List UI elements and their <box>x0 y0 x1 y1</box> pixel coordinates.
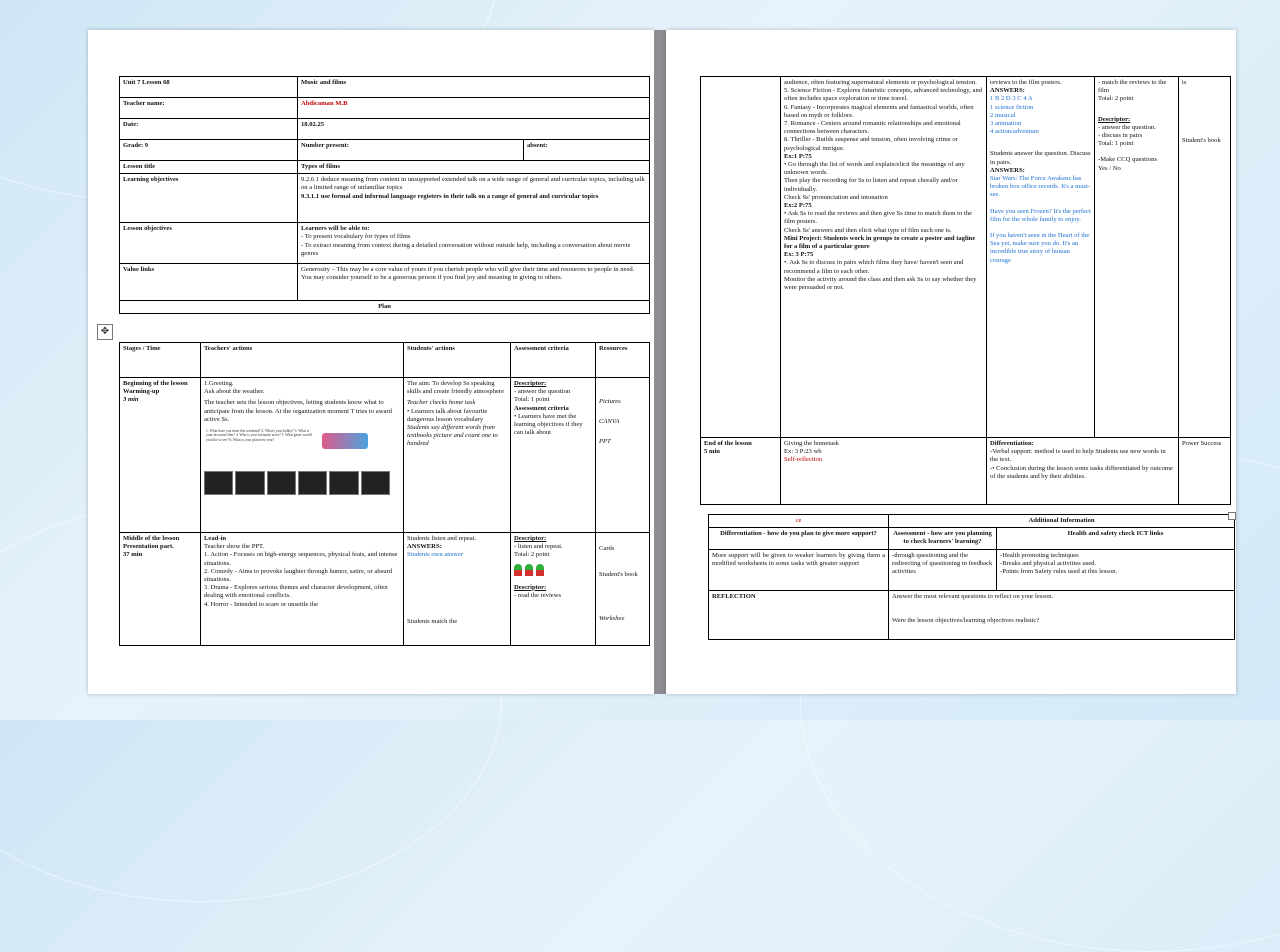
exercise-3-monitor: Monitor the activity around the class and then ask Ss to say whether they were persuaded or not. <box>784 275 977 292</box>
student-aim: The aim: To develop Ss speaking skills and create friendly atmosphere <box>407 380 505 396</box>
lead-in-label: Lead-in <box>204 535 226 542</box>
end-time: 5 min <box>704 448 720 456</box>
reviews-to-posters: reviews to the film posters. <box>990 79 1062 86</box>
beginning-assessment-cell <box>511 378 596 533</box>
rating-figure <box>514 564 522 576</box>
assess-total-1: Total: 2 point <box>1098 95 1134 103</box>
rating-figures <box>514 564 592 576</box>
hometask-exercise: Ex: 3 P:23 wb <box>784 448 822 456</box>
genre-horror: 4. Horror - Intended to scare or unsettle the <box>204 600 319 608</box>
genre-scifi: 5. Science Fiction - Explores futuristic concepts, advanced technology, and often includes space exploration or time travel. <box>784 87 983 103</box>
answer-key: 1 B 2 D 3 C 4 A <box>990 95 1033 103</box>
students-discuss: Students answer the question. Discuss in pairs. <box>990 150 1091 166</box>
weather-text: Ask about the weather. <box>204 388 265 396</box>
table-resize-handle[interactable] <box>1228 512 1236 520</box>
lesson-title-label: Lesson title <box>120 161 298 174</box>
continued-teacher-cell <box>781 77 987 438</box>
present-label: Number present: <box>298 140 524 161</box>
plan-heading: Plan <box>120 301 650 314</box>
plan-header-students: Students' actions <box>404 343 511 378</box>
middle-teacher-cell <box>201 533 404 646</box>
absent-label: absent: <box>524 140 650 161</box>
continued-resources-cell <box>1179 77 1231 438</box>
learning-objectives-value <box>298 174 650 223</box>
document-page-1 <box>88 30 654 694</box>
grade-label: Grade: 9 <box>120 140 298 161</box>
film-poster <box>361 471 390 495</box>
teacher-checks: Teacher checks home task <box>407 399 476 407</box>
middle-stage: Middle of the lesson Presentation part. <box>123 535 180 551</box>
page-divider <box>654 30 666 694</box>
differentiation-conclusion: -• Conclusion during the lesson some tasks differentiated by outcome of the students and by their abilities. <box>990 464 1173 480</box>
self-reflection: Self-reflection <box>784 456 823 464</box>
exercise-3-text: •. Ask Ss to discuss in pairs which films they have/ haven't seen and recommend a film to each other. <box>784 259 964 275</box>
lesson-info-table <box>119 76 650 314</box>
unit-value: Music and films <box>298 77 650 98</box>
additional-header-differentiation: Differentiation - how do you plan to give more support? <box>709 528 889 549</box>
own-answer: Students own answer <box>407 551 464 559</box>
end-stage: End of the lesson <box>704 440 752 447</box>
plan-header-teacher: Teachers' actions <box>201 343 404 378</box>
sample-answer-1: Star Wars: The Force Awakens has broken box office records. It's a must-see. <box>990 175 1091 199</box>
health-item-2: -Breaks and physical activities used. <box>1000 559 1097 567</box>
middle-students-cell <box>404 533 511 646</box>
descriptor-label: Descriptor: <box>514 380 547 387</box>
film-posters-strip <box>204 471 390 495</box>
lesson-objective-2: - To extract meaning from context during a detailed conversation without outside help, including a conversation about movie genres <box>301 241 631 257</box>
genre-romance: 7. Romance - Centers around romantic relationships and emotional connections between characters. <box>784 120 961 136</box>
differentiation-heading: Differentiation: <box>990 440 1034 447</box>
descriptor-total-2: Total: 2 point <box>514 551 550 559</box>
plan-header-resources: Resources <box>596 343 650 378</box>
assess-discuss: - discuss in pairs <box>1098 132 1143 140</box>
beginning-resources-cell <box>596 378 650 533</box>
additional-differentiation-text: More support will be given to weaker learners by giving them a modified worksheets in some tasks with greater support <box>709 549 889 590</box>
plan-header-stages: Stages / Time <box>120 343 201 378</box>
additional-header-assessment: Assessment - how are you planning to check learners' learning? <box>889 528 997 549</box>
students-match: Students match the <box>407 617 458 625</box>
exercise-1-recording: Then play the recording for Ss to listen and repeat chorally and/or individually. <box>784 177 958 193</box>
rating-figure <box>536 564 544 576</box>
answer-item: 2 musical <box>990 111 1016 119</box>
beginning-time: 3 min <box>123 396 139 404</box>
lesson-objectives-value <box>298 223 650 264</box>
plan-header-assessment: Assessment criteria <box>511 343 596 378</box>
descriptor-listen: - listen and repeat. <box>514 543 563 551</box>
value-links-value: Generosity – This may be a core value of yours if you cherish people who will give their time and resources to people in need. You may consider yourself to be a generous person if you find joy and meaning in giving to others. <box>298 264 650 301</box>
objectives-text: The teacher sets the lesson objectives, letting students know what to anticipate from the lesson. At the organization moment T tries to award active Ss. <box>204 399 392 423</box>
teacher-label: Teacher name: <box>120 98 298 119</box>
exercise-2-check: Check Ss' answers and then elicit what type of film each one is. <box>784 226 952 234</box>
resource-pictures: Pictures <box>599 398 621 405</box>
additional-assessment-text: -through questioning and the redirecting of questioning in feedback activities <box>889 549 997 590</box>
learners-talk: • Learners talk about favourite dangerous lesson vocabulary <box>407 407 488 423</box>
continued-assessment-cell <box>1095 77 1179 438</box>
answers-label-2: ANSWERS: <box>990 87 1025 95</box>
assessment-criteria-text: • Learners have met the learning objectives if they can talk about <box>514 412 583 437</box>
reflection-label: REFLECTION <box>709 590 889 639</box>
descriptor-label-3: Descriptor: <box>514 583 547 591</box>
end-differentiation-cell <box>987 438 1179 505</box>
value-links-label: Value links <box>120 264 298 301</box>
document-page-2 <box>666 30 1236 694</box>
plan-table <box>119 342 650 646</box>
teacher-value: Abdicaman M.B <box>298 98 650 119</box>
greeting-text: 1.Greeting. <box>204 380 234 387</box>
resource-cards: Cards <box>599 545 615 552</box>
learning-objective-1: 9.2.6.1 deduce meaning from content in unsupported extended talk on a wide range of general and curricular topics, including talk on a limited range of unfamiliar topics <box>301 176 645 192</box>
descriptor-label-2: Descriptor: <box>514 535 547 542</box>
lesson-objectives-heading: Learners will be able to: <box>301 225 370 233</box>
answer-item: 4 action/adventure <box>990 128 1039 136</box>
warm-up-badge <box>322 433 368 449</box>
warm-up-questions-text: 1. What have you done this weekend? 2. What's your hobby? 3. What is your favourite film? 4. Who is your favourite actor? 5. What genre would you like to see? 6. What is your plan next year? <box>206 429 312 442</box>
middle-time: 37 min <box>123 551 143 559</box>
mini-project: Mini Project: Students work in groups to create a poster and tagline for a film of a particular genre <box>784 234 976 251</box>
warm-up-questions-image <box>204 427 390 495</box>
cont-line: audience, often featuring supernatural elements or psychological tension. <box>784 79 977 86</box>
lesson-objectives-label: Lesson objectives <box>120 223 298 264</box>
film-poster <box>298 471 327 495</box>
date-label: Date: <box>120 119 298 140</box>
listen-repeat: Students listen and repeat. <box>407 535 477 542</box>
additional-header-health: Health and safety check ICT links <box>997 528 1235 549</box>
assess-total-2: Total: 1 point <box>1098 140 1134 148</box>
exercise-1-check: Check Ss' pronunciation and intonation <box>784 193 888 201</box>
additional-health-cell <box>997 549 1235 590</box>
show-ppt-text: Teacher show the PPT. <box>204 543 265 551</box>
beginning-students-cell <box>404 378 511 533</box>
additional-title: Additional Information <box>889 515 1235 528</box>
middle-assessment-cell <box>511 533 596 646</box>
end-teacher-cell <box>781 438 987 505</box>
date-value: 18.02.25 <box>298 119 650 140</box>
sample-answer-2: Have you seen Frozen? It's the perfect film for the whole family to enjoy. <box>990 207 1091 223</box>
answer-item: 3 animation <box>990 120 1022 128</box>
lesson-title-value: Types of films <box>298 161 650 174</box>
film-poster <box>235 471 264 495</box>
exercise-1-text: • Go through the list of words and explain/elicit the meanings of any unknown words. <box>784 161 965 177</box>
descriptor-total: Total: 1 point <box>514 396 550 404</box>
additional-info-table <box>708 514 1235 640</box>
answers-label: ANSWERS: <box>407 543 442 551</box>
differentiation-verbal: -Verbal support: method is used to help Students use new words in the text. <box>990 448 1166 464</box>
resource-ppt: PPT <box>599 438 611 446</box>
genre-fantasy: 6. Fantasy - Incorporates magical elements and fantastical worlds, often based on myth or folklore. <box>784 103 974 119</box>
resource-worksheet: Workshee <box>599 615 625 623</box>
rating-figure <box>525 564 533 576</box>
genre-drama: 3. Drama - Explores serious themes and character development, often dealing with emotional conflicts. <box>204 584 388 600</box>
continued-students-cell <box>987 77 1095 438</box>
genre-thriller: 8. Thriller - Builds suspense and tension, often involving crime or psychological intrigue. <box>784 136 958 152</box>
end-resources-cell: Power Success <box>1179 438 1231 505</box>
beginning-stage: Beginning of the lesson Warming-up <box>123 380 188 396</box>
sample-answer-3: If you haven't seen in the Heart of the Sea yet, make sure you do. It's an incredible true story of human courage <box>990 232 1090 264</box>
assess-match: - match the reviews to the film <box>1098 79 1167 95</box>
learning-objective-2: 9.3.1.1 use formal and informal language registers in their talk on a range of general and curricular topics <box>301 192 599 200</box>
genre-action: 1. Action - Focuses on high-energy sequences, physical feats, and intense situations. <box>204 551 398 567</box>
plan-table-continued <box>700 76 1231 505</box>
middle-stage-cell <box>120 533 201 646</box>
reflection-question: Were the lesson objectives/learning objectives realistic? <box>892 616 1040 624</box>
middle-resources-cell <box>596 533 650 646</box>
exercise-1-label: Ex:1 P:75 <box>784 152 812 160</box>
table-move-handle-icon[interactable]: ✥ <box>97 324 113 340</box>
assessment-criteria-label: Assessment criteria <box>514 404 569 412</box>
assess-answer: - answer the question. <box>1098 123 1156 131</box>
descriptor-read: - read the reviews <box>514 591 562 599</box>
genre-comedy: 2. Comedy - Aims to provoke laughter through humor, satire, or absurd situations. <box>204 567 392 584</box>
film-poster <box>204 471 233 495</box>
reflection-cell <box>889 590 1235 639</box>
health-item-3: -Points from Safety rules used at this lesson. <box>1000 568 1118 576</box>
resource-students-book: Student's book <box>599 571 638 579</box>
exercise-3-label: Ex: 3 P:75 <box>784 251 814 259</box>
additional-corner: ce <box>709 515 889 528</box>
unit-label: Unit 7 Lesson 68 <box>120 77 298 98</box>
continued-stage-cell <box>701 77 781 438</box>
reflection-prompt: Answer the most relevant questions to reflect on your lesson. <box>892 592 1054 600</box>
resource-students-book-2: Student's book <box>1182 137 1221 145</box>
answer-item: 1 science fiction <box>990 103 1034 111</box>
hometask-text: Giving the hometask <box>784 440 839 447</box>
assess-yes-no: Yes / No <box>1098 164 1121 172</box>
beginning-stage-cell <box>120 378 201 533</box>
film-poster <box>329 471 358 495</box>
assess-descriptor: Descriptor: <box>1098 115 1131 123</box>
film-poster <box>267 471 296 495</box>
descriptor-item: - answer the question <box>514 388 571 396</box>
lesson-objective-1: - To present vocabulary for types of films <box>301 233 411 241</box>
health-item-1: -Health promoting techniques <box>1000 551 1079 559</box>
answers-label-3: ANSWERS: <box>990 166 1025 174</box>
beginning-teacher-cell <box>201 378 404 533</box>
learning-objectives-label: Learning objectives <box>120 174 298 223</box>
exercise-2-label: Ex:2 P:75 <box>784 202 812 210</box>
resource-canva: CANVA <box>599 418 620 426</box>
students-say: Students say different words from textbooks picture and count one to hundred <box>407 424 498 448</box>
resource-worksheet-end: ts <box>1182 79 1187 86</box>
end-stage-cell <box>701 438 781 505</box>
assess-ccq: -Make CCQ questions <box>1098 156 1157 164</box>
exercise-2-text: • Ask Ss to read the reviews and then give Ss time to match them to the film posters. <box>784 210 972 226</box>
